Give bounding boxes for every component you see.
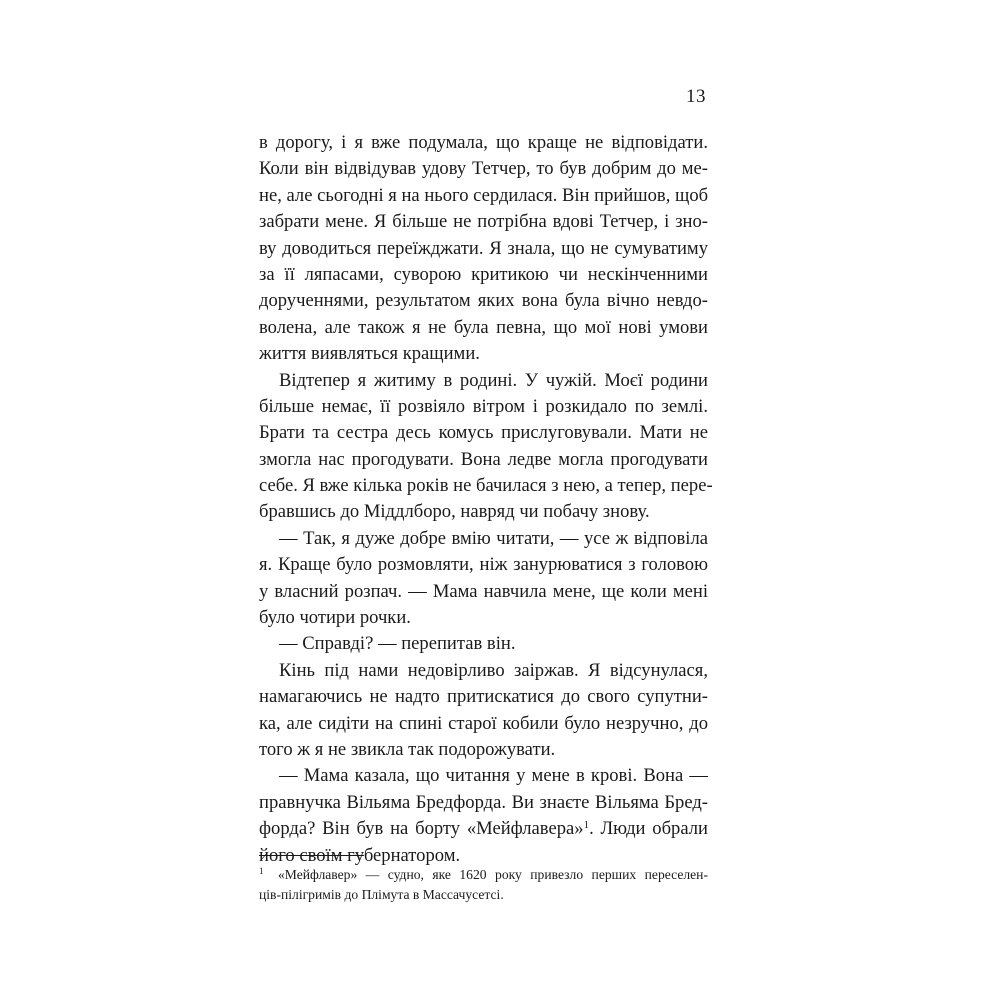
text-line: — Так, я дуже добре вмію читати, — усе ж відповіла	[279, 527, 708, 549]
text-line: я. Краще було розмовляти, ніж занурюватися з головою	[259, 554, 708, 576]
text-line: життя виявляться кращими.	[259, 343, 480, 365]
text-line: його своїм губернатором.	[259, 844, 461, 866]
text-line: — Мама казала, що читання у мене в крові. Вона —	[279, 765, 708, 787]
text-line: правнучка Вільяма Бредфорда. Ви знаєте Вільяма Бред-	[259, 791, 708, 813]
body-text	[259, 130, 713, 869]
footnote-marker: 1	[259, 866, 264, 876]
footnote	[259, 865, 708, 904]
text-line: ка, але сидіти на спині старої кобили було незручно, до	[259, 712, 708, 734]
text-line: в дорогу, і я вже подумала, що краще не відповідати.	[259, 132, 708, 153]
text-line: бравшись до Міддлборо, навряд чи побачу знову.	[259, 501, 650, 523]
text-line: намагаючись не надто притискатися до свого супутни-	[259, 686, 708, 708]
text-line: — Справді? — перепитав він.	[279, 633, 516, 655]
text-line-tail: . Люди обрали	[589, 818, 708, 840]
text-line: ву доводиться переїжджати. Я знала, що не сумуватиму	[259, 237, 708, 259]
page-number: 13	[686, 86, 706, 107]
footnote-divider	[259, 855, 364, 856]
text-line: Коли він відвідував удову Тетчер, то був добрим до ме-	[259, 158, 708, 180]
text-line: себе. Я вже кілька років не бачилася з нею, а тепер, пере-	[259, 475, 713, 497]
text-line: за її ляпасами, суворою критикою чи нескінченними	[259, 263, 708, 285]
text-line: того ж я не звикла так подорожувати.	[259, 738, 556, 760]
footnote-line: «Мейфлавер» — судно, яке 1620 року привезло перших переселен-	[278, 867, 708, 882]
text-line: дорученнями, результатом яких вона була вічно невдо-	[259, 290, 708, 312]
footnote-line: ців-пілігримів до Плімута в Массачусетсі.	[259, 886, 504, 902]
text-line: Брати та сестра десь комусь прислуговували. Мати не	[259, 422, 708, 444]
footnote-reference: 1	[583, 819, 590, 832]
text-line: змогла нас прогодувати. Вона ледве могла прогодувати	[259, 448, 708, 470]
text-line-head: форда? Він був на борту «Мейфлавера»	[259, 818, 584, 840]
text-line: не, але сьогодні я на нього сердилася. Він прийшов, щоб	[259, 184, 709, 206]
text-line: Відтепер я житиму в родині. У чужій. Моєї родини	[279, 369, 708, 391]
text-line: більше немає, її розвіяло вітром і розкидало по землі.	[259, 395, 708, 417]
text-line: Кінь під нами недовірливо заіржав. Я відсунулася,	[279, 659, 708, 681]
text-line: забрати мене. Я більше не потрібна вдові Тетчер, і зно-	[259, 211, 708, 233]
text-line-with-footnote-ref	[259, 816, 708, 842]
text-line: у власний розпач. — Мама навчила мене, ще коли мені	[259, 580, 708, 602]
text-line: було чотири рочки.	[259, 607, 411, 629]
text-line: волена, але також я не була певна, що мої нові умови	[259, 316, 708, 338]
